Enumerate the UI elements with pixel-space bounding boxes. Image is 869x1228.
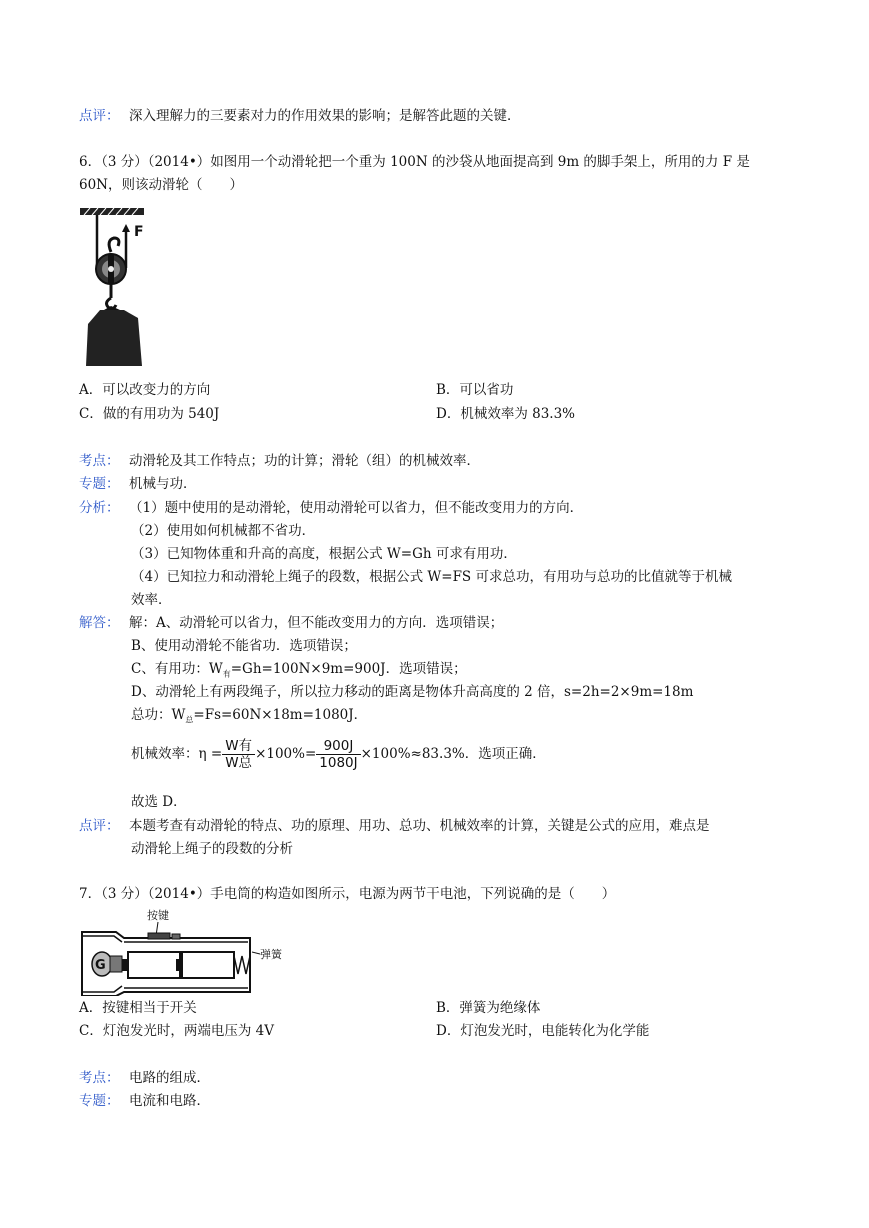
q6-stem-line2: 60N，则该动滑轮（ ） — [79, 177, 243, 193]
q6-analysis-row — [79, 498, 583, 518]
q6-analysis-line: （2）使用如何机械都不省功． — [131, 523, 316, 539]
comment-label: 点评： — [79, 818, 120, 834]
efficiency-formula: 机械效率：η = $\frac{\text{W有}}{\text{W总}}$ ×100%= $\frac{900J}{1080J}$ ×100%≈83.3%．选项正确． — [131, 738, 546, 771]
q6-comment-line1: 本题考查有动滑轮的特点、功的原理、用功、总功、机械效率的计算，关键是公式的应用，难点是 — [129, 818, 710, 834]
q6-analysis-line: （4）已知拉力和动滑轮上绳子的段数，根据公式 W=FS 可求总功，有用功与总功的比值就等于机械 — [131, 569, 732, 585]
q6-answer-line2: B、使用动滑轮不能省功．选项错误； — [131, 638, 357, 654]
q6-point-row — [79, 451, 480, 471]
q7-option-d: D．灯泡发光时，电能转化为化学能 — [436, 1023, 650, 1039]
q6-stem-line1: 6．（3 分）（2014•）如图用一个动滑轮把一个重为 100N 的沙袋从地面提高到 9m 的脚手架上，所用的力 F 是 — [79, 154, 750, 170]
q6-answer-line5: 总功：$W_总=Fs=60N\times 18m=1080J$． — [131, 707, 368, 725]
q7-topic-row — [79, 1091, 210, 1111]
q6-answer-line3: C、有用功：$W_有=Gh=100N\times 9m=900J$．选项错误； — [131, 661, 467, 679]
point-label: 考点： — [79, 1070, 120, 1086]
q6-analysis-line: 效率． — [131, 592, 172, 608]
spring-label: 弹簧 — [260, 948, 282, 961]
q6-option-b: B．可以省功 — [436, 382, 514, 398]
flashlight-figure — [80, 906, 300, 996]
force-label: F — [134, 224, 144, 240]
q6-point-text: 动滑轮及其工作特点；功的计算；滑轮（组）的机械效率． — [129, 453, 480, 469]
topic-label: 专题： — [79, 1093, 120, 1109]
q6-option-d: D．机械效率为 83.3% — [436, 406, 576, 422]
q6-answer-row — [79, 613, 503, 633]
pulley-figure — [80, 206, 160, 368]
fraction-w-ratio: $\frac{\text{W有}}{\text{W总}}$ — [222, 738, 255, 771]
comment-label: 点评： — [79, 108, 120, 124]
prev-comment-text: 深入理解力的三要素对力的作用效果的影响；是解答此题的关键． — [129, 108, 521, 124]
q7-point-row — [79, 1068, 210, 1088]
fraction-values: $\frac{900J}{1080J}$ — [316, 738, 360, 771]
q6-answer-line1: 解：A、动滑轮可以省力，但不能改变用力的方向．选项错误； — [129, 615, 504, 631]
button-label: 按键 — [147, 909, 169, 922]
point-label: 考点： — [79, 453, 120, 469]
prev-comment-row — [79, 106, 521, 126]
q6-option-a: A．可以改变力的方向 — [79, 382, 211, 398]
q7-option-a: A．按键相当于开关 — [79, 1000, 197, 1016]
q6-option-c: C．做的有用功为 540J — [79, 406, 220, 422]
q7-topic-text: 电流和电路． — [129, 1093, 210, 1109]
analysis-label: 分析： — [79, 500, 120, 516]
q7-option-b: B．弹簧为绝缘体 — [436, 1000, 541, 1016]
q6-comment-line2: 动滑轮上绳子的段数的分析 — [131, 841, 293, 857]
q7-stem: 7．（3 分）（2014•）手电筒的构造如图所示，电源为两节干电池，下列说确的是（ ） — [79, 886, 616, 902]
answer-label: 解答： — [79, 615, 120, 631]
q7-option-c: C．灯泡发光时，两端电压为 4V — [79, 1023, 274, 1039]
q6-topic-row — [79, 474, 197, 494]
topic-label: 专题： — [79, 476, 120, 492]
svg-text:G: G — [95, 958, 106, 973]
q6-choice: 故选 D． — [131, 794, 187, 810]
q7-point-text: 电路的组成． — [129, 1070, 210, 1086]
q6-analysis-line: （3）已知物体重和升高的高度，根据公式 W=Gh 可求有用功． — [131, 546, 517, 562]
q6-comment-row — [79, 816, 710, 836]
q6-topic-text: 机械与功． — [129, 476, 197, 492]
q6-analysis-line: （1）题中使用的是动滑轮，使用动滑轮可以省力，但不能改变用力的方向． — [129, 500, 584, 516]
q6-answer-line4: D、动滑轮上有两段绳子，所以拉力移动的距离是物体升高高度的 2 倍，s=2h=2×9m=18m — [131, 684, 694, 700]
